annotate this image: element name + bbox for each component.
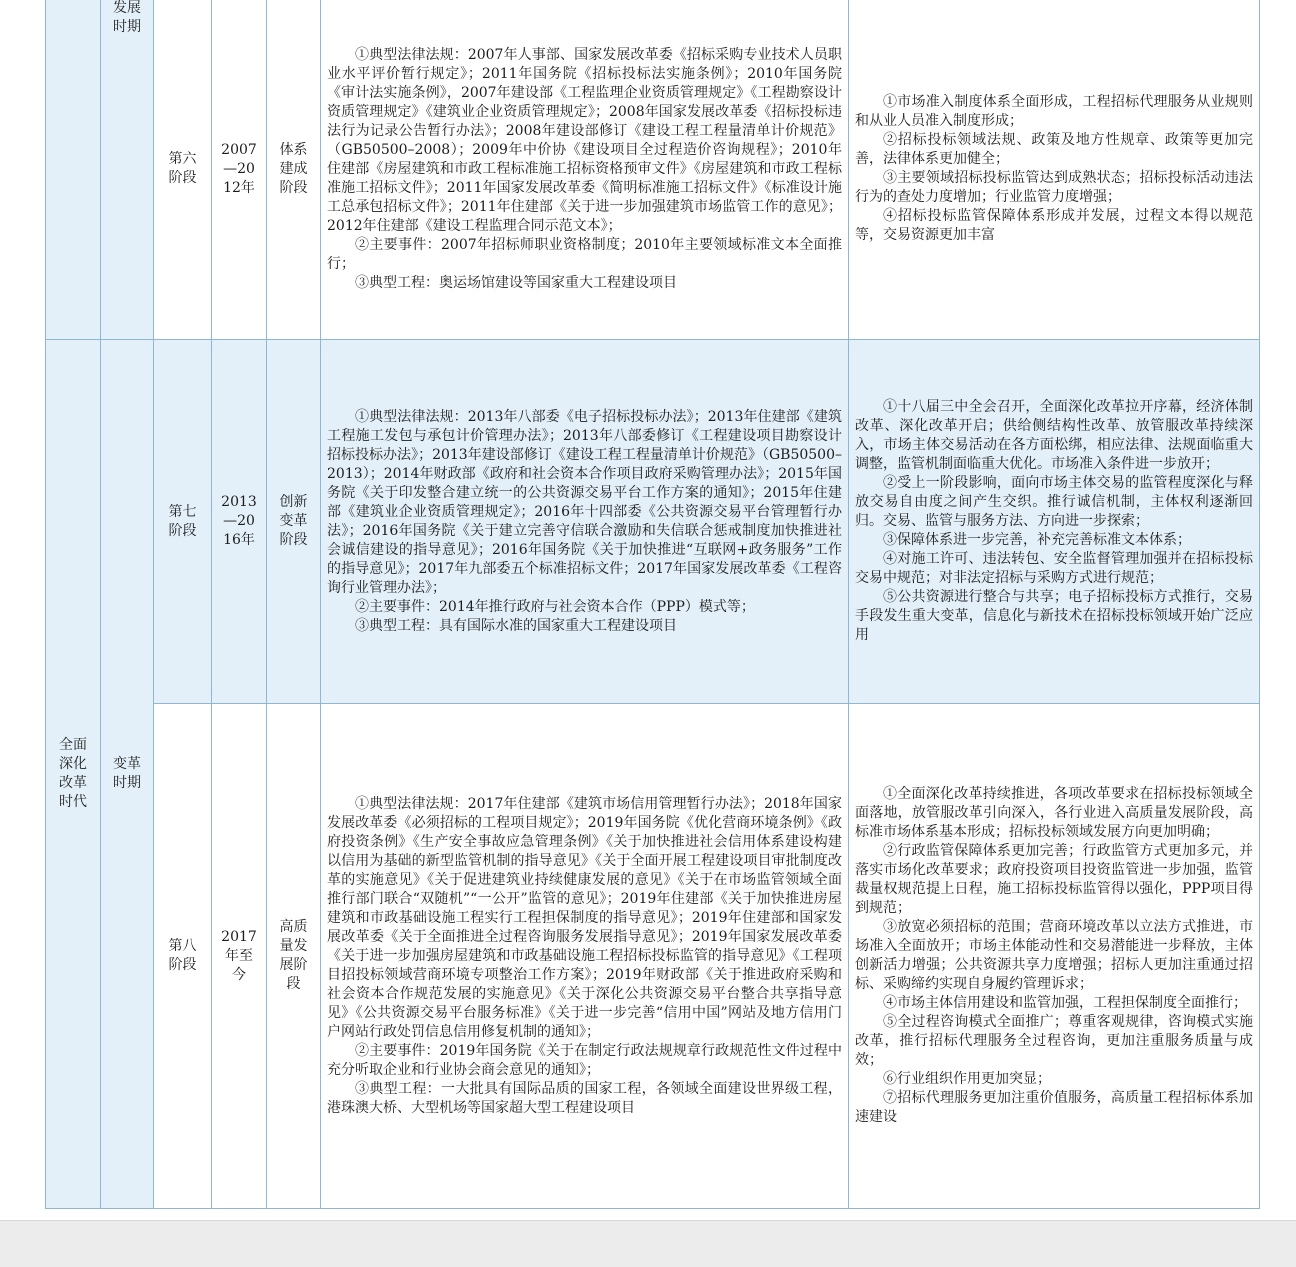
years-cell: 2007—2012年 (212, 0, 267, 340)
stage-cell: 第八阶段 (154, 704, 212, 1209)
events-item: ②主要事件：2014年推行政府与社会资本合作（PPP）模式等； (355, 598, 755, 615)
features-item: ②招标投标领域法规、政策及地方性规章、政策等更加完善，法律体系更加健全； (855, 132, 1253, 167)
events-item: ①典型法律法规：2013年八部委《电子招标投标办法》；2013年住建部《建筑工程施工发包与承包计价管理办法》；2013年八部委修订《工程建设项目勘察设计招标投标办法》；2013年建设部修订《建设工程工程量清单计价规范》（GB50500–2013）；2014年财政部《政府和社会资本合作项目政府采购管理办法》；2015年国务院《关于印发整合建立统一的公共资源交易平台工作方案的通知》；2015年住建部《建筑业企业资质管理规定》；2016年十四部委《公共资源交易平台管理暂行办法》；2016年国务院《关于建立完善守信联合激励和失信联合惩戒制度加快推进社会诚信建设的指导意见》；2016年国务院《关于加快推进“互联网+政务服务”工作的指导意见》；2017年九部委五个标准招标文件；2017年国家发展改革委《工程咨询行业管理办法》； (327, 408, 842, 596)
stage-cell: 第六阶段 (154, 0, 212, 340)
period-cell: 变革时期 (101, 340, 154, 1209)
features-item: ②受上一阶段影响，面向市场主体交易的监管程度深化与释放交易自由度之间产生交织。推行诚信机制，主体权利逐渐回归。交易、监管与服务方法、方向进一步探索； (855, 475, 1253, 529)
features-item: ①市场准入制度体系全面形成，工程招标代理服务从业规则和从业人员准入制度形成； (855, 94, 1253, 129)
table-row (46, 0, 1260, 340)
events-item: ③典型工程：奥运场馆建设等国家重大工程建设项目 (355, 274, 677, 291)
events-item: ③典型工程：具有国际水准的国家重大工程建设项目 (355, 617, 677, 634)
page-footer-band (0, 1220, 1296, 1267)
features-item: ②行政监管保障体系更加完善；行政监管方式更加多元，并落实市场化改革要求；政府投资项目投资监管进一步加强，监管裁量权规范提上日程，施工招标投标监管得以强化，PPP项目得到规范； (855, 843, 1253, 916)
events-item: ②主要事件：2007年招标师职业资格制度；2010年主要领域标准文本全面推行； (327, 236, 842, 272)
phase-cell: 创新变革阶段 (267, 340, 321, 704)
features-item: ③主要领域招标投标监管达到成熟状态；招标投标活动违法行为的查处力度增加；行业监管力度增强； (855, 170, 1253, 205)
features-item: ③保障体系进一步完善，补充完善标准文本体系； (883, 532, 1191, 548)
table-row (46, 704, 1260, 1209)
period-cell: 发展时期 (101, 0, 154, 340)
events-item: ③典型工程：一大批具有国际品质的国家工程，各领域全面建设世界级工程，港珠澳大桥、大型机场等国家超大型工程建设项目 (327, 1080, 842, 1116)
events-item: ②主要事件：2019年国务院《关于在制定行政法规规章行政规范性文件过程中充分听取企业和行业协会商会意见的通知》； (327, 1042, 842, 1078)
bidding-history-table (45, 0, 1260, 1209)
features-item: ④对施工许可、违法转包、安全监督管理加强并在招标投标交易中规范；对非法定招标与采购方式进行规范； (855, 551, 1253, 586)
features-cell (849, 0, 1260, 340)
events-item: ①典型法律法规：2007年人事部、国家发展改革委《招标采购专业技术人员职业水平评价暂行规定》；2011年国务院《招标投标法实施条例》；2010年国务院《审计法实施条例》，2007年建设部《工程监理企业资质管理规定》《工程勘察设计资质管理规定》《建筑业企业资质管理规定》；2008年国家发展改革委《招标投标违法行为记录公告暂行办法》；2008年建设部修订《建设工程工程量清单计价规范》（GB50500–2008）；2009年中价协《建设项目全过程造价咨询规程》；2010年住建部《房屋建筑和市政工程标准施工招标资格预审文件》《房屋建筑和市政工程标准施工招标文件》；2011年国家发展改革委《简明标准施工招标文件》《标准设计施工总承包招标文件》；2011年住建部《关于进一步加强建筑市场监管工作的意见》；2012年住建部《建设工程监理合同示范文本》； (327, 46, 842, 234)
features-item: ③放宽必须招标的范围；营商环境改革以立法方式推进，市场准入全面放开；市场主体能动性和交易潜能进一步释放，主体创新活力增强；公共资源共享力度增强；招标人更加注重通过招标、采购缔约实现自身履约管理诉求； (855, 919, 1253, 992)
table-row (46, 340, 1260, 704)
features-item: ④招标投标监管保障体系形成并发展，过程文本得以规范等，交易资源更加丰富 (855, 208, 1253, 243)
years-cell: 2017年至今 (212, 704, 267, 1209)
events-item: ①典型法律法规：2017年住建部《建筑市场信用管理暂行办法》；2018年国家发展改革委《必须招标的工程项目规定》；2019年国务院《优化营商环境条例》《政府投资条例》《生产安全事故应急管理条例》《关于加快推进社会信用体系建设构建以信用为基础的新型监管机制的指导意见》《关于全面开展工程建设项目审批制度改革的实施意见》《关于促进建筑业持续健康发展的意见》《关于在市场监管领域全面推行部门联合“双随机”“一公开”监管的意见》；2019年住建部《关于加快推进房屋建筑和市政基础设施工程实行工程担保制度的指导意见》；2019年住建部和国家发展改革委《关于全面推进全过程咨询服务发展指导意见》；2019年国家发展改革委《关于进一步加强房屋建筑和市政基础设施工程招标投标监管的指导意见》《工程项目招投标领域营商环境专项整治工作方案》；2019年财政部《关于推进政府采购和社会资本合作规范发展的实施意见》《关于深化公共资源交易平台整合共享指导意见》《公共资源交易平台服务标准》《关于进一步完善“信用中国”网站及地方信用门户网站行政处罚信息信用修复机制的通知》； (327, 795, 842, 1040)
features-item: ①十八届三中全会召开，全面深化改革拉开序幕，经济体制改革、深化改革开启；供给侧结构性改革、放管服改革持续深入，市场主体交易活动在各方面松绑，相应法律、法规面临重大调整，监管机制面临重大优化。市场准入条件进一步放开； (855, 399, 1253, 472)
era-cell (46, 0, 101, 340)
features-item: ⑤公共资源进行整合与共享；电子招标投标方式推行，交易手段发生重大变革，信息化与新技术在招标投标领域开始广泛应用 (855, 589, 1253, 643)
features-item: ⑥行业组织作用更加突显； (883, 1071, 1051, 1087)
phase-cell: 体系建成阶段 (267, 0, 321, 340)
events-cell (321, 0, 849, 340)
stage-cell: 第七阶段 (154, 340, 212, 704)
era-cell: 全面深化改革时代 (46, 340, 101, 1209)
features-cell (849, 704, 1260, 1209)
events-cell (321, 704, 849, 1209)
events-cell (321, 340, 849, 704)
features-cell (849, 340, 1260, 704)
phase-cell: 高质量发展阶段 (267, 704, 321, 1209)
features-item: ④市场主体信用建设和监管加强，工程担保制度全面推行； (883, 995, 1247, 1011)
years-cell: 2013—2016年 (212, 340, 267, 704)
features-item: ⑦招标代理服务更加注重价值服务，高质量工程招标体系加速建设 (855, 1090, 1253, 1125)
features-item: ⑤全过程咨询模式全面推广；尊重客观规律，咨询模式实施改革，推行招标代理服务全过程咨询，更加注重服务质量与成效； (855, 1014, 1253, 1068)
features-item: ①全面深化改革持续推进，各项改革要求在招标投标领域全面落地，放管服改革引向深入，各行业进入高质量发展阶段，高标准市场体系基本形成；招标投标领域发展方向更加明确； (855, 786, 1253, 840)
